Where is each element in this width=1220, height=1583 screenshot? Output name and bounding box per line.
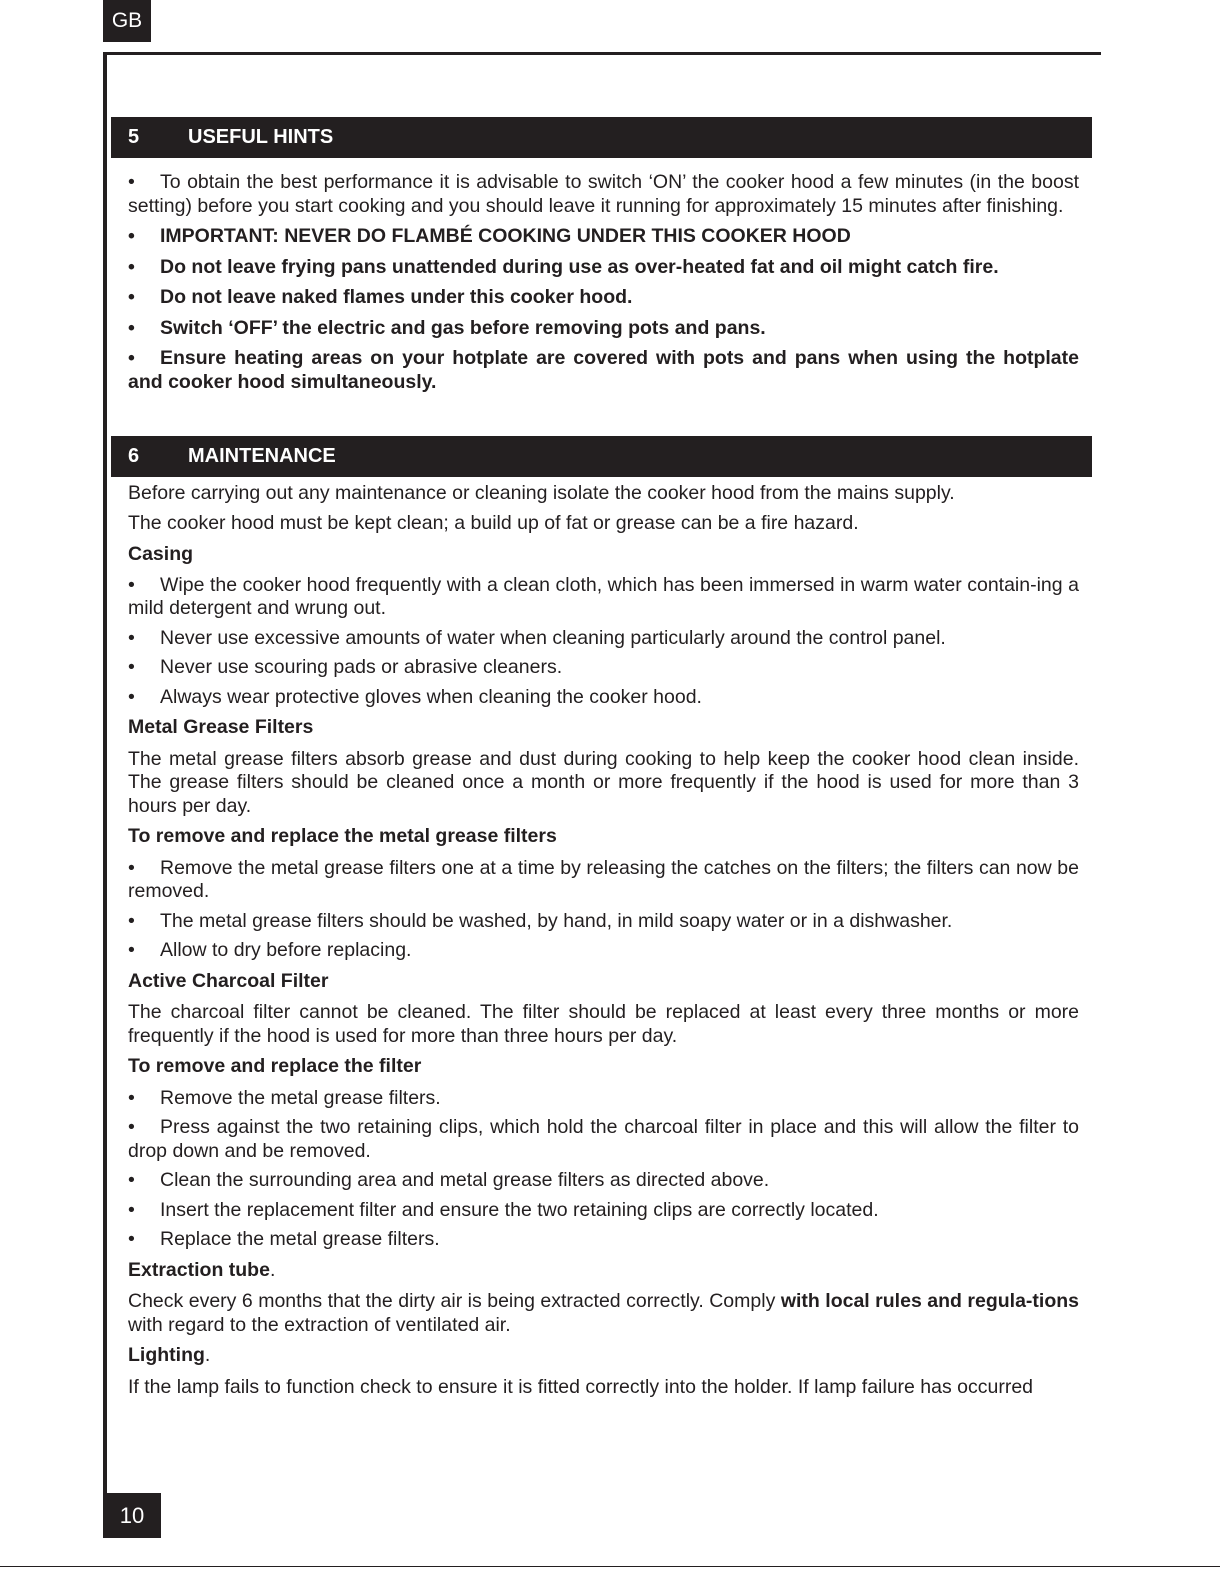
hint-item: • To obtain the best performance it is advisable to switch ‘ON’ the cooker hood a few minutes (in the boost setting) before you start cooking and you should leave it running for approximately 15 minutes after finishing.	[128, 171, 1079, 217]
left-rule	[103, 52, 107, 1494]
lighting-text: If the lamp fails to function check to ensure it is fitted correctly into the holder. If lamp failure has occurred	[128, 1375, 1034, 1398]
remove-filter-item: • Replace the metal grease filters.	[128, 1228, 440, 1250]
charcoal-text: The charcoal filter cannot be cleaned. The filter should be replaced at least every three months or more frequently if the hood is used for more than three hours per day.	[128, 1001, 1079, 1047]
language-tab: GB	[103, 0, 151, 42]
bottom-rule	[0, 1566, 1220, 1567]
remove-filter-item: • Clean the surrounding area and metal grease filters as directed above.	[128, 1169, 770, 1191]
charcoal-heading: Active Charcoal Filter	[128, 969, 329, 992]
maintenance-intro: Before carrying out any maintenance or cleaning isolate the cooker hood from the mains supply.	[128, 482, 955, 504]
hint-item: • Switch ‘OFF’ the electric and gas before removing pots and pans.	[128, 316, 766, 339]
remove-metal-item: • Remove the metal grease filters one at a time by releasing the catches on the filters; the filters can now be removed.	[128, 856, 1079, 902]
section-6-title: MAINTENANCE	[188, 445, 336, 467]
remove-metal-item: • Allow to dry before replacing.	[128, 939, 412, 961]
section-6-header	[111, 436, 1092, 477]
extraction-heading: Extraction tube.	[128, 1258, 276, 1281]
metal-filters-heading: Metal Grease Filters	[128, 716, 314, 738]
extraction-text: Check every 6 months that the dirty air is being extracted correctly. Comply with local rules and regula-tions with regard to the extraction of ventilated air.	[128, 1290, 1080, 1336]
remove-filter-item: • Insert the replacement filter and ensure the two retaining clips are correctly located.	[128, 1198, 879, 1221]
remove-filter-heading: To remove and replace the filter	[128, 1055, 422, 1077]
remove-metal-item: • The metal grease filters should be washed, by hand, in mild soapy water or in a dishwasher.	[128, 909, 953, 932]
page-number: 10	[103, 1493, 161, 1538]
top-rule	[103, 52, 1101, 55]
section-5-title: USEFUL HINTS	[188, 126, 334, 148]
section-6-content	[128, 482, 1079, 1399]
casing-item: • Never use excessive amounts of water when cleaning particularly around the control panel.	[128, 626, 946, 649]
lighting-heading: Lighting.	[128, 1344, 211, 1366]
hint-item: • Ensure heating areas on your hotplate are covered with pots and pans when using the hotplate and cooker hood simultaneously.	[128, 347, 1079, 393]
remove-filter-item: • Press against the two retaining clips, which hold the charcoal filter in place and this will allow the filter to drop down and be removed.	[128, 1116, 1079, 1162]
casing-item: • Always wear protective gloves when cleaning the cooker hood.	[128, 685, 702, 708]
casing-heading: Casing	[128, 543, 194, 565]
maintenance-intro: The cooker hood must be kept clean; a build up of fat or grease can be a fire hazard.	[128, 511, 859, 534]
metal-filters-text: The metal grease filters absorb grease and dust during cooking to help keep the cooker hood clean inside. The grease filters should be cleaned once a month or more frequently if the hood is used for more than 3 hours per day.	[128, 747, 1079, 817]
casing-item: • Never use scouring pads or abrasive cleaners.	[128, 656, 563, 678]
section-6-number: 6	[128, 445, 140, 467]
hint-item: • Do not leave frying pans unattended during use as over-heated fat and oil might catch fire.	[128, 255, 999, 278]
casing-item: • Wipe the cooker hood frequently with a clean cloth, which has been immersed in warm water contain-ing a mild detergent and wrung out.	[128, 573, 1079, 619]
remove-filter-item: • Remove the metal grease filters.	[128, 1086, 441, 1109]
section-5-content	[128, 171, 1079, 394]
hint-item: • IMPORTANT: NEVER DO FLAMBÉ COOKING UNDER THIS COOKER HOOD	[128, 225, 851, 247]
section-5-header	[111, 117, 1092, 158]
section-5-number: 5	[128, 126, 140, 148]
remove-metal-heading: To remove and replace the metal grease filters	[128, 825, 557, 847]
hint-item: • Do not leave naked flames under this cooker hood.	[128, 286, 633, 308]
